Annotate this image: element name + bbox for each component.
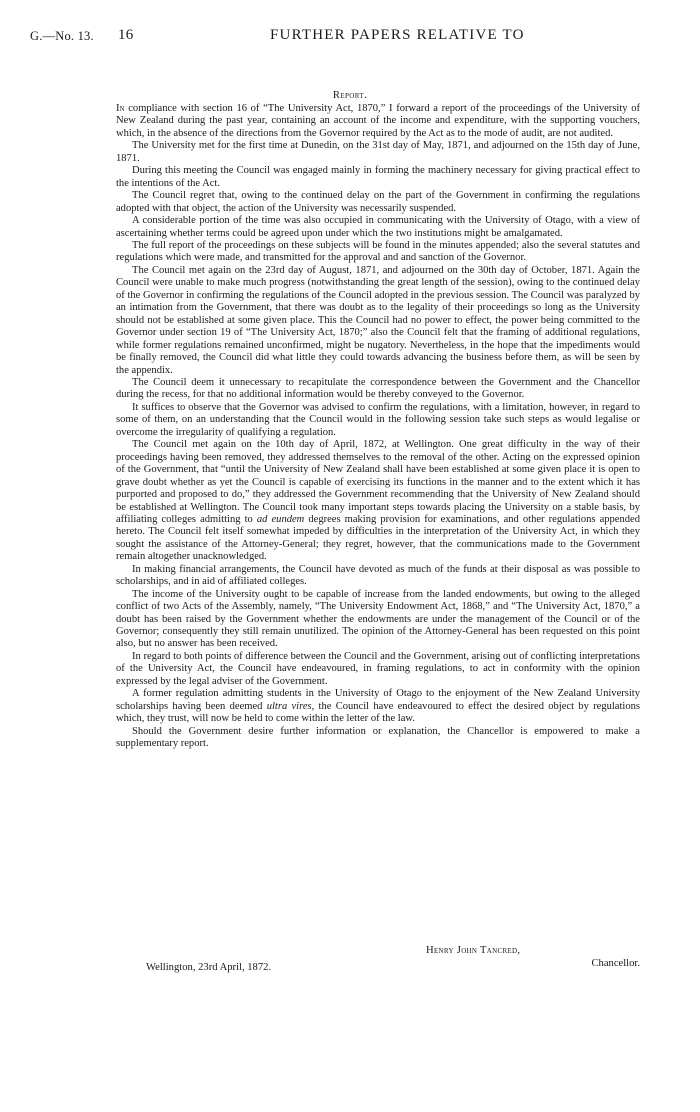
paragraph-6: The full report of the proceedings on these subjects will be found in the minutes appended; also the several statutes and regulations which were made, and transmitted for the approval and and sanction of the Governor.	[116, 239, 640, 264]
page-number: 16	[118, 27, 134, 43]
paragraph-1	[116, 103, 640, 140]
paragraph-lead-word: In	[116, 103, 125, 114]
document-reference: G.—No. 13.	[30, 29, 94, 43]
paragraph-text: compliance with section 16 of “The University Act, 1870,” I forward a report of the proceedings of the University of New Zealand during the past year, containing an account of the income and expenditure, with the supporting vouchers, which, in the absence of the directions from the Governor required by the Act as to the mode of audit, are not audited.	[116, 103, 640, 139]
latin-phrase: ultra vires	[266, 700, 312, 712]
paragraph-12: The income of the University ought to be capable of increase from the landed endowments, but owing to the alleged conflict of two Acts of the Assembly, namely, “The University Endowment Act, 1868,” and “The University Act, 1870,” a doubt has been raised by the Government whether the endowments are under the management of the Council or of the Governor; consequently they still remain unutilized. The opinion of the Attorney-General has been requested on this point also, but no answer has been received.	[116, 588, 640, 650]
paragraph-text: The Council met again on the 10th day of April, 1872, at Wellington. One great difficulty in the way of their proceedings having been removed, they addressed themselves to the removal of the other. Acting on the expressed opinion of the Government, that “until the University of New Zealand shall have been established at some given place it is open to grave doubt whether as yet the Council is capable of exercising its functions in the manner and to the extent which it has purported and proposed to do,” they addressed the Government recommending that the University of New Zealand should be established at Wellington. The Council took many important steps towards placing the University on a stable basis, by affiliating colleges admitting to	[116, 439, 640, 525]
signature-block	[426, 945, 640, 970]
paragraph-text: A former regulation admitting students in the University of Otago to the enjoyment of the New Zealand University scholarships having been deemed	[116, 688, 640, 712]
paragraph-10	[116, 439, 640, 564]
page-header	[30, 27, 670, 47]
paragraph-text: , the Council have endeavoured to effect the desired object by regulations which, they trust, will now be held to come within the letter of the law.	[116, 700, 640, 725]
paragraph-9: It suffices to observe that the Governor was advised to confirm the regulations, with a limitation, however, in regard to some of them, on an understanding that the Council would in the following session take such steps as would legalise or overcome the irregularity of qualifying a regulation.	[116, 401, 640, 438]
paragraph-5: A considerable portion of the time was also occupied in communicating with the University of Otago, with a view of ascertaining whether terms could be agreed upon under which the two institutions might be amalgamated.	[116, 215, 640, 239]
report-heading: Report.	[332, 90, 368, 101]
paragraph-4: The Council regret that, owing to the continued delay on the part of the Government in confirming the regulations adopted with that object, the action of the University was necessarily suspended.	[116, 190, 640, 214]
paragraph-15: Should the Government desire further information or explanation, the Chancellor is empowered to make a supplementary report.	[116, 725, 640, 750]
paragraph-11: In making financial arrangements, the Council have devoted as much of the funds at their disposal as was possible to scholarships, and in aid of affiliated colleges.	[116, 563, 640, 588]
paragraph-3: During this meeting the Council was engaged mainly in forming the machinery necessary for giving practical effect to the intentions of the Act.	[116, 165, 640, 189]
running-title: FURTHER PAPERS RELATIVE TO	[270, 27, 525, 43]
signatory-title: Chancellor.	[591, 957, 640, 969]
paragraph-7: The Council met again on the 23rd day of August, 1871, and adjourned on the 30th day of October, 1871. Again the Council were unable to make much progress (notwithstanding the great length of the session), owing to the continued delay of the Governor in confirming the regulations of the Council adopted in the previous session. The Council was paralyzed by an intimation from the Government, that there was doubt as to the legality of their proceedings so long as the University should not be established at some given place. This the Council had no power to effect, the power being committed to the Governor under section 19 of “The University Act, 1870;” also the Council felt that the framing of additional regulations, while former regulations remained unconfirmed, might be nugatory. Nevertheless, in the hope that the impediments would be finally removed, the Council did what little they could towards advancing the business before them, as will be seen by the appendix.	[116, 264, 640, 376]
dateline: Wellington, 23rd April, 1872.	[146, 962, 272, 973]
paragraph-2: The University met for the first time at Dunedin, on the 31st day of May, 1871, and adjourned on the 15th day of June, 1871.	[116, 140, 640, 164]
latin-phrase: ad eundem	[256, 513, 305, 525]
report-body	[116, 103, 640, 751]
paragraph-13: In regard to both points of difference between the Council and the Government, arising out of conflicting interpretations of the University Act, the Council have endeavoured, in framing regulations, to act in conformity with the opinion expressed by the legal adviser of the Government.	[116, 650, 640, 687]
paragraph-text: degrees making provision for examinations, and other regulations appended hereto. The Council felt itself somewhat impeded by difficulties in the interpretation of the University Act, in which they sought the assistance of the Attorney-General; they regret, however, that the communications made to the Government remain altogether unacknowledged.	[116, 513, 640, 563]
paragraph-8: The Council deem it unnecessary to recapitulate the correspondence between the Government and the Chancellor during the recess, for that no additional information would be thereby conveyed to the Governor.	[116, 376, 640, 401]
paragraph-14	[116, 688, 640, 725]
signatory-name: Henry John Tancred,	[426, 945, 521, 956]
